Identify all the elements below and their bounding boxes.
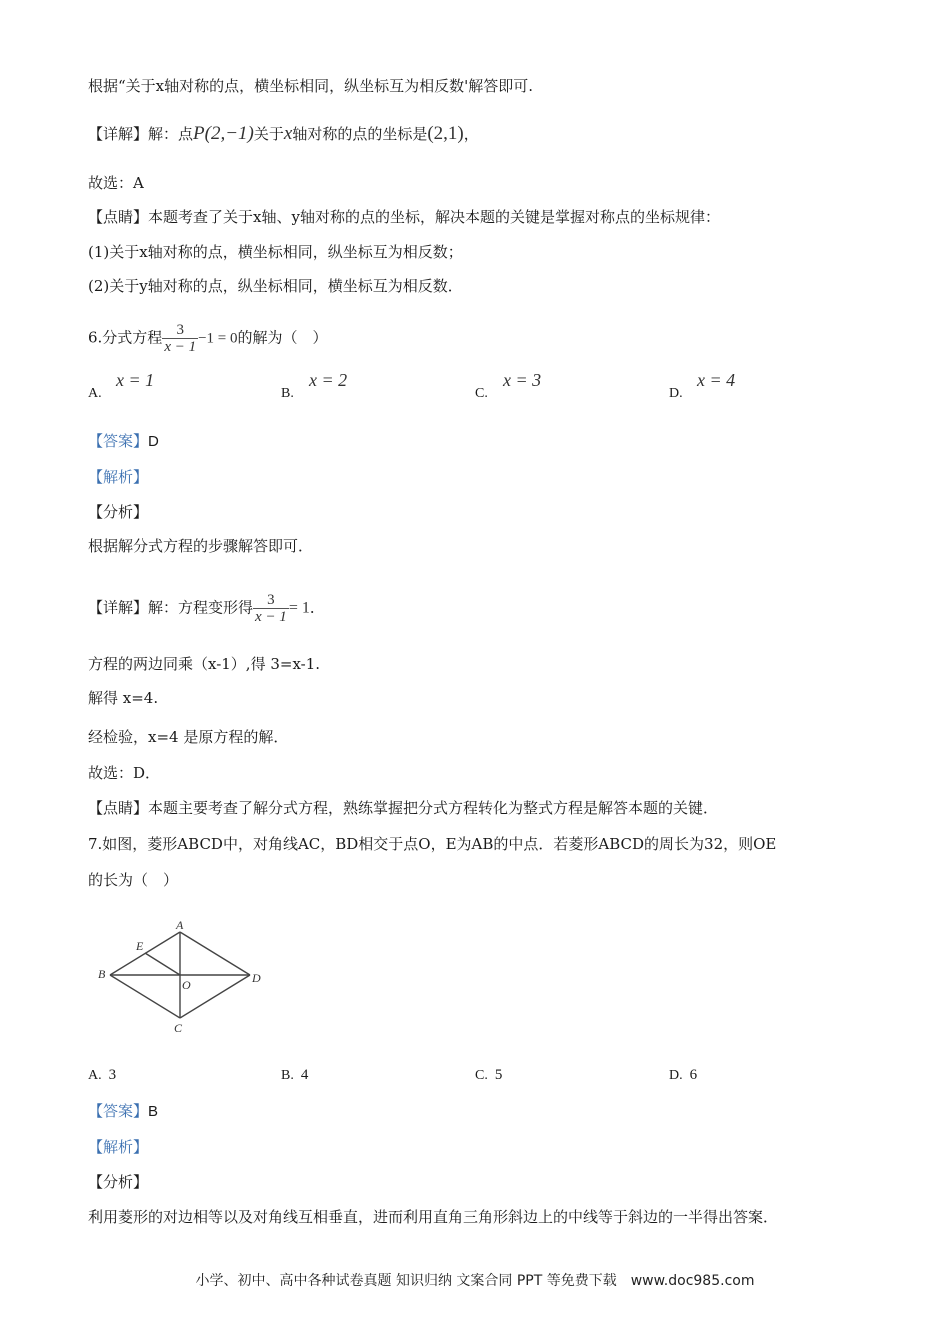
rhombus-figure	[94, 916, 274, 1040]
q6-fenxi-tag: 【分析】	[88, 503, 149, 521]
q7-option-d	[669, 1067, 697, 1084]
option-value: 6	[689, 1067, 698, 1083]
label-o: O	[182, 978, 191, 992]
page-footer: 小学、初中、高中各种试卷真题 知识归纳 文案合同 PPT 等免费下载 www.doc985.com	[195, 1273, 755, 1289]
segment-oe	[145, 953, 180, 975]
q6-prefix: 6.分式方程	[88, 328, 163, 347]
option-value: 5	[494, 1067, 503, 1083]
q6-tail: −1 = 0	[198, 330, 238, 347]
q6-step4: 故选：D．	[88, 764, 161, 782]
option-letter: C.	[475, 1068, 488, 1083]
text-line: (1)关于x轴对称的点，横坐标相同，纵坐标互为相反数；	[88, 243, 463, 261]
q6-option-a-value: x = 1	[116, 370, 155, 390]
answer-tag: 【答案】	[88, 1102, 149, 1120]
label-b: B	[98, 967, 106, 981]
q6-detail	[88, 592, 325, 625]
text: 解：点	[148, 125, 194, 143]
answer-value: B	[148, 1103, 159, 1120]
text: 关于	[253, 125, 284, 143]
label-a: A	[176, 918, 184, 932]
q6-step1: 方程的两边同乘（x-1）,得 3=x-1.	[88, 655, 321, 673]
option-letter: D.	[669, 1068, 683, 1083]
text-line: 根据“关于x轴对称的点，横坐标相同，纵坐标互为相反数'解答即可.	[88, 77, 534, 95]
label-d: D	[252, 971, 261, 985]
detail-line	[88, 124, 479, 144]
text: 本题主要考查了解分式方程，熟练掌握把分式方程转化为整式方程是解答本题的关键．	[148, 799, 719, 817]
q7-analysis-tag: 【解析】	[88, 1138, 149, 1156]
x-var: x	[283, 123, 293, 144]
detail-tag: 【详解】	[88, 125, 149, 143]
q6-option-a-letter: A.	[88, 386, 102, 401]
frac-num: 3	[267, 592, 275, 608]
frac-num: 3	[176, 322, 184, 338]
q6-dianjing	[88, 798, 718, 818]
detail-fraction	[253, 592, 289, 625]
text: 本题考查了关于x轴、y轴对称的点的坐标，解决本题的关键是掌握对称点的坐标规律：	[148, 208, 720, 226]
q6-option-b-letter: B.	[281, 386, 294, 401]
edge-cb	[110, 975, 180, 1018]
text: 解：方程变形得	[148, 598, 254, 617]
q6-option-b-value: x = 2	[309, 370, 348, 390]
q6-fenxi: 根据解分式方程的步骤解答即可．	[88, 537, 314, 555]
q6-answer	[88, 431, 159, 452]
option-letter: A.	[88, 1068, 102, 1083]
q6-fraction	[162, 322, 198, 355]
q6-option-c-value: x = 3	[503, 370, 542, 390]
q7-fenxi-tag: 【分析】	[88, 1173, 149, 1191]
label-e: E	[136, 939, 144, 953]
q7-option-c	[475, 1067, 502, 1084]
q6-step3: 经检验，x=4 是原方程的解．	[88, 728, 289, 746]
option-value: 3	[108, 1067, 117, 1083]
label-c: C	[174, 1021, 183, 1035]
q6-suffix: 的解为（ ）	[237, 328, 328, 347]
frac-den: x − 1	[164, 339, 197, 355]
dianjing-tag: 【点睛】	[88, 799, 149, 817]
text: ．	[309, 598, 325, 617]
q7-option-b	[281, 1067, 308, 1084]
q6-option-d-letter: D.	[669, 386, 683, 401]
text-line: 故选：A	[88, 174, 144, 192]
dianjing-tag: 【点睛】	[88, 208, 149, 226]
q6-analysis-tag: 【解析】	[88, 468, 149, 486]
point-p: P(2,−1)	[193, 123, 254, 144]
q7-stem-line2: 的长为（ ）	[88, 871, 179, 889]
q6-step2: 解得 x=4.	[88, 689, 159, 707]
answer-tag: 【答案】	[88, 432, 149, 450]
detail-tail: = 1	[288, 599, 310, 617]
text: ，	[463, 125, 479, 143]
q7-answer	[88, 1101, 158, 1122]
q6-option-d-value: x = 4	[697, 370, 736, 390]
option-value: 4	[300, 1067, 309, 1083]
edge-ad	[180, 932, 250, 975]
q7-fenxi: 利用菱形的对边相等以及对角线互相垂直，进而利用直角三角形斜边上的中线等于斜边的一半得出答案．	[88, 1208, 779, 1226]
dianjing-line	[88, 207, 720, 227]
q6-option-c-letter: C.	[475, 386, 488, 401]
option-letter: B.	[281, 1068, 294, 1083]
q6-stem	[88, 322, 328, 355]
frac-den: x − 1	[255, 609, 287, 625]
text: 轴对称的点的坐标是	[292, 125, 428, 143]
q7-option-a	[88, 1067, 116, 1084]
answer-value: D	[148, 433, 159, 450]
detail-tag: 【详解】	[88, 598, 149, 617]
coordinate: (2,1)	[427, 123, 464, 144]
q7-stem-line1: 7.如图，菱形ABCD中，对角线AC，BD相交于点O，E为AB的中点．若菱形ABCD的周长为32，则OE	[88, 835, 777, 853]
text-line: (2)关于y轴对称的点，纵坐标相同，横坐标互为相反数．	[88, 277, 463, 295]
